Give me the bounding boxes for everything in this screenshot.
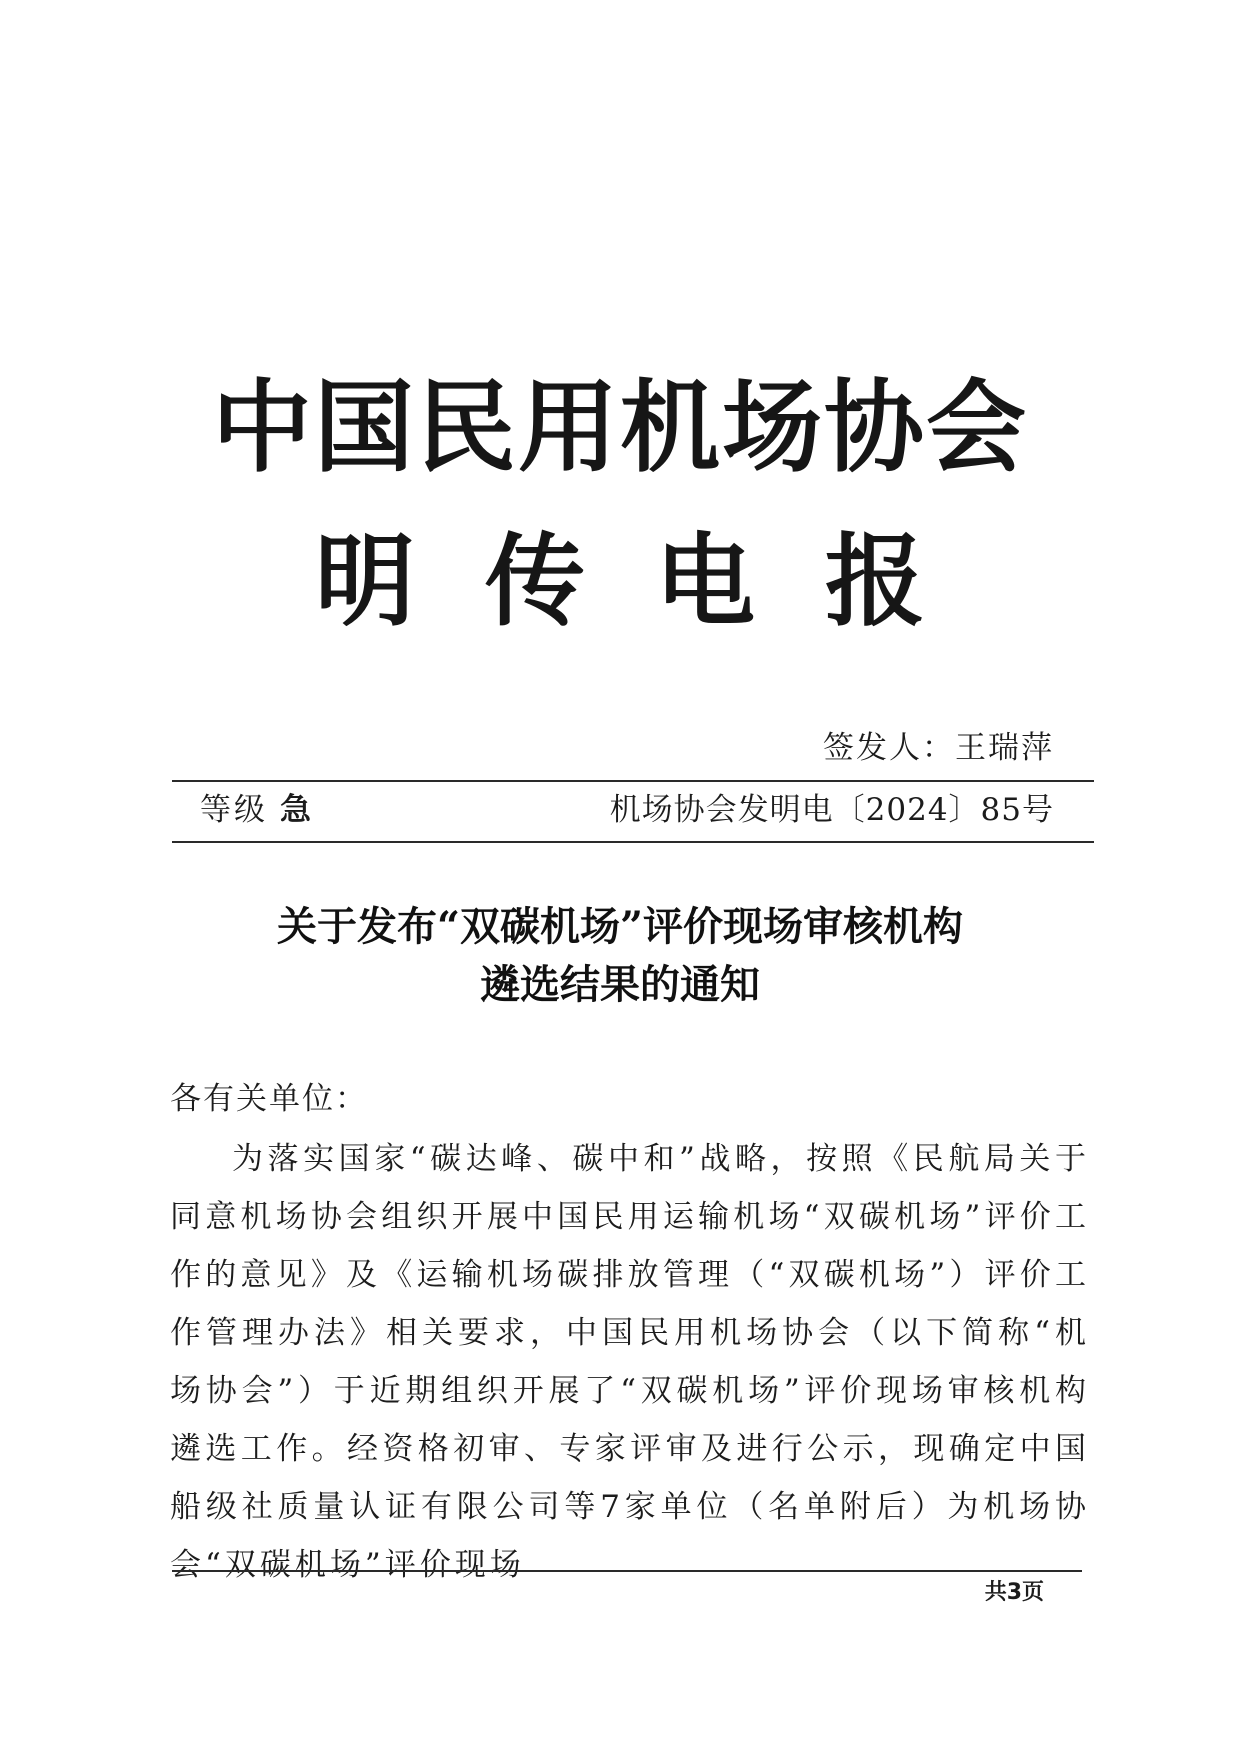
grade-label: 等级 xyxy=(200,792,268,828)
notice-title xyxy=(0,898,1240,1014)
urgency-grade xyxy=(200,788,314,832)
salutation: 各有关单位： xyxy=(170,1081,368,1117)
grade-value: 急 xyxy=(280,792,314,828)
document-number: 机场协会发明电〔2024〕85号 xyxy=(609,792,1054,828)
header-top-rule xyxy=(172,780,1094,782)
title-line-1: 关于发布“双碳机场”评价现场审核机构 xyxy=(276,903,963,950)
header-bottom-rule xyxy=(172,841,1094,843)
signer: 签发人：王瑞萍 xyxy=(823,730,1054,766)
title-line-2: 遴选结果的通知 xyxy=(480,961,760,1008)
footer-rule xyxy=(172,1570,1082,1572)
document-type: 明传电报 xyxy=(315,523,995,640)
page-count: 共3页 xyxy=(984,1580,1044,1605)
organization-name: 中国民用机场协会 xyxy=(212,369,1028,486)
body-paragraph: 为落实国家“碳达峰、碳中和”战略，按照《民航局关于同意机场协会组织开展中国民用运输机场“双碳机场”评价工作的意见》及《运输机场碳排放管理（“双碳机场”）评价工作管理办法》相关要求，中国民用机场协会（以下简称“机场协会”）于近期组织开展了“双碳机场”评价现场审核机构遴选工作。经资格初审、专家评审及进行公示，现确定中国船级社质量认证有限公司等7家单位（名单附后）为机场协会“双碳机场”评价现场 xyxy=(170,1141,1090,1583)
